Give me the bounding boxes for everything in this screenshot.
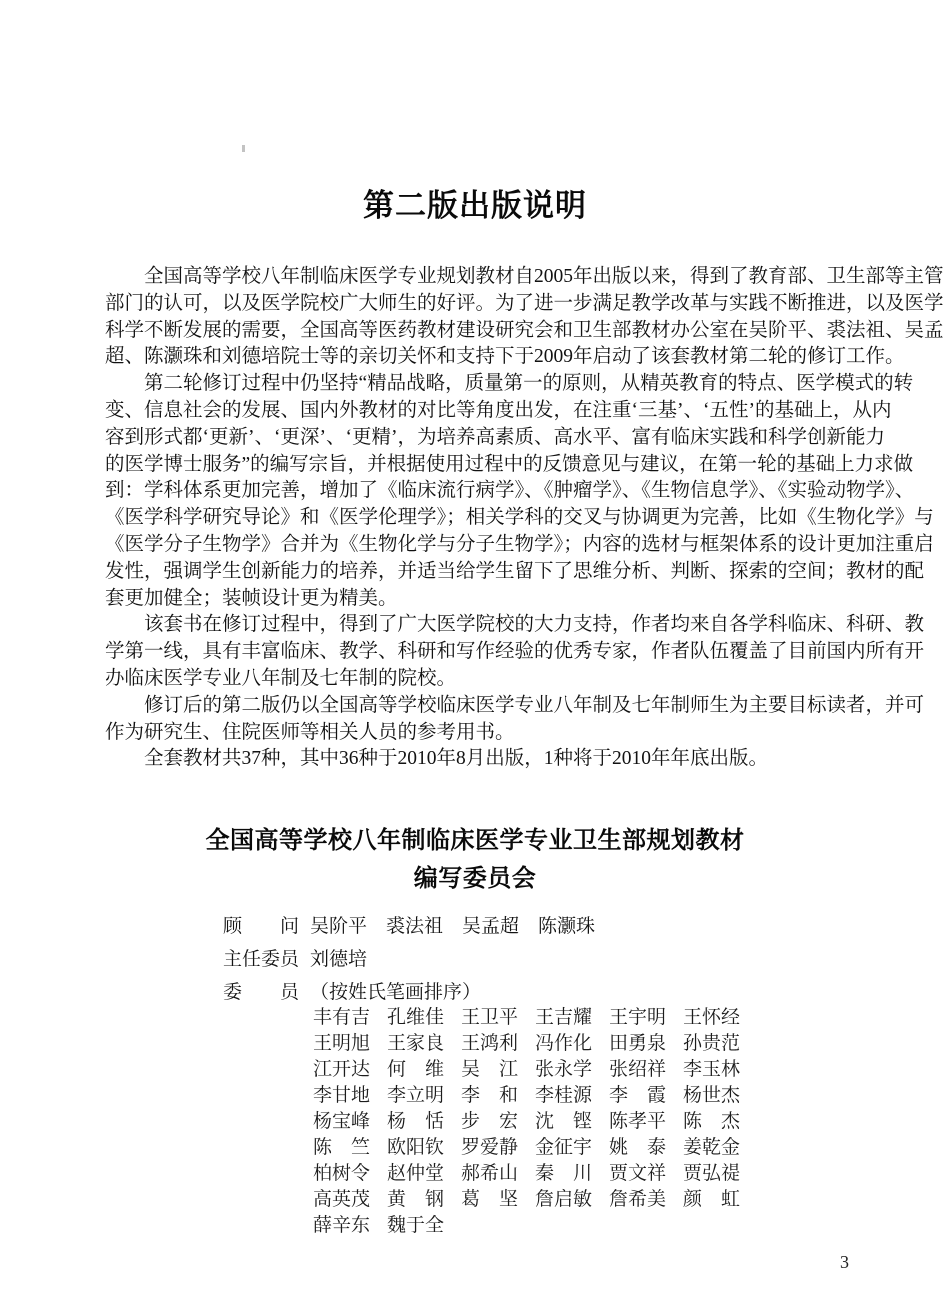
member-name: 王吉耀 — [535, 1007, 593, 1028]
member-name: 罗爱静 — [461, 1137, 519, 1158]
text-line: 部门的认可，以及医学院校广大师生的好评。为了进一步满足教学改革与实践不断推进，以及医学 — [105, 292, 944, 314]
scan-speck — [242, 145, 245, 152]
member-name: 李 霞 — [609, 1085, 667, 1106]
text-line: 全国高等学校八年制临床医学专业规划教材自2005年出版以来，得到了教育部、卫生部等主管 — [144, 266, 944, 287]
text-line: 《医学科学研究导论》和《医学伦理学》；相关学科的交叉与协调更为完善，比如《生物化学》与 — [105, 507, 934, 529]
role-label: 顾 问 — [223, 916, 300, 937]
member-name: 李桂源 — [535, 1085, 593, 1106]
member-name: 陈孝平 — [609, 1111, 667, 1132]
role-label: 主任委员 — [223, 949, 300, 970]
member-name: 贾弘禔 — [683, 1163, 741, 1184]
member-name: 王卫平 — [461, 1007, 519, 1028]
text-line: 的医学博士服务”的编写宗旨，并根据使用过程中的反馈意见与建议，在第一轮的基础上力求做 — [105, 453, 914, 475]
text-line: 《医学分子生物学》合并为《生物化学与分子生物学》；内容的选材与框架体系的设计更加注重启 — [105, 533, 934, 555]
member-name: 陈 竺 — [313, 1137, 371, 1158]
member-name: 孙贵范 — [683, 1033, 741, 1054]
paragraph — [105, 693, 925, 747]
text-line: 办临床医学专业八年制及七年制的院校。 — [105, 667, 457, 689]
member-name: 葛 坚 — [461, 1189, 519, 1210]
text-line: 发性，强调学生创新能力的培养，并适当给学生留下了思维分析、判断、探索的空间；教材的配 — [105, 560, 925, 582]
member-name: 李甘地 — [313, 1085, 371, 1106]
member-name: 孔维佳 — [387, 1007, 445, 1028]
role-names: 刘德培 — [310, 949, 368, 970]
member-name: 杨宝峰 — [313, 1111, 371, 1132]
committee-roles — [223, 908, 595, 1007]
member-name: 张绍祥 — [609, 1059, 667, 1080]
member-name: 魏于全 — [387, 1215, 445, 1236]
member-name: 黄 钢 — [387, 1189, 445, 1210]
text-line: 修订后的第二版仍以全国高等学校临床医学专业八年制及七年制师生为主要目标读者，并可 — [144, 694, 925, 716]
paragraph — [105, 371, 934, 612]
role-row-advisors — [223, 908, 595, 941]
member-name: 王家良 — [387, 1033, 445, 1054]
text-line: 套更加健全；装帧设计更为精美。 — [105, 587, 398, 609]
role-note: （按姓氏笔画排序） — [310, 982, 482, 1003]
member-name: 王宇明 — [609, 1007, 667, 1028]
committee-member-grid — [313, 1008, 740, 1235]
member-name: 杨世杰 — [683, 1085, 741, 1106]
paragraph — [105, 264, 944, 371]
member-name: 陈 杰 — [683, 1111, 741, 1132]
member-name: 颜 虹 — [683, 1189, 741, 1210]
member-name: 冯作化 — [535, 1033, 593, 1054]
text-line: 到：学科体系更加完善，增加了《临床流行病学》、《肿瘤学》、《生物信息学》、《实验动物学》、 — [105, 480, 915, 502]
paragraph — [105, 612, 925, 692]
member-name: 沈 铿 — [535, 1111, 593, 1132]
member-name: 赵仲堂 — [387, 1163, 445, 1184]
member-name: 王明旭 — [313, 1033, 371, 1054]
committee-heading-line1: 全国高等学校八年制临床医学专业卫生部规划教材 — [205, 828, 745, 854]
member-name: 李 和 — [461, 1085, 519, 1106]
member-name: 金征宇 — [535, 1137, 593, 1158]
member-name: 江开达 — [313, 1059, 371, 1080]
member-name: 李立明 — [387, 1085, 445, 1106]
role-label: 委 员 — [223, 982, 300, 1003]
member-name: 郝希山 — [461, 1163, 519, 1184]
member-name: 贾文祥 — [609, 1163, 667, 1184]
member-name: 李玉林 — [683, 1059, 741, 1080]
page-title: 第二版出版说明 — [363, 188, 587, 223]
member-name: 欧阳钦 — [387, 1137, 445, 1158]
member-name: 何 维 — [387, 1059, 445, 1080]
text-line: 学第一线，具有丰富临床、教学、科研和写作经验的优秀专家，作者队伍覆盖了目前国内所有开 — [105, 641, 925, 663]
member-name: 杨 恬 — [387, 1111, 445, 1132]
paragraph — [105, 746, 853, 773]
text-line: 该套书在修订过程中，得到了广大医学院校的大力支持，作者均来自各学科临床、科研、教 — [144, 614, 925, 636]
member-name: 姚 泰 — [609, 1137, 667, 1158]
member-name: 步 宏 — [461, 1111, 519, 1132]
member-name: 王怀经 — [683, 1007, 741, 1028]
text-line: 第二轮修订过程中仍坚持“精品战略，质量第一的原则，从精英教育的特点、医学模式的转 — [144, 373, 914, 395]
member-name: 王鸿利 — [461, 1033, 519, 1054]
text-line: 容到形式都‘更新’、‘更深’、‘更精’，为培养高素质、高水平、富有临床实践和科学创新能力 — [105, 426, 885, 448]
text-line: 变、信息社会的发展、国内外教材的对比等角度出发，在注重‘三基’、‘五性’的基础上，从内 — [105, 399, 892, 421]
member-name: 张永学 — [535, 1059, 593, 1080]
role-row-members — [223, 974, 595, 1007]
committee-heading — [0, 822, 950, 898]
text-line: 超、陈灏珠和刘德培院士等的亲切关怀和支持下于2009年启动了该套教材第二轮的修订工作。 — [105, 346, 905, 368]
member-name: 詹希美 — [609, 1189, 667, 1210]
text-line: 科学不断发展的需要，全国高等医药教材建设研究会和卫生部教材办公室在吴阶平、裘法祖、吴孟 — [105, 319, 944, 341]
page-number: 3 — [840, 1252, 849, 1272]
text-line: 全套教材共37种，其中36种于2010年8月出版，1种将于2010年年底出版。 — [144, 748, 769, 770]
member-name: 秦 川 — [535, 1163, 593, 1184]
committee-heading-line2: 编写委员会 — [413, 866, 537, 892]
member-name: 薛辛东 — [313, 1215, 371, 1236]
role-row-chair — [223, 941, 595, 974]
member-name: 詹启敏 — [535, 1189, 593, 1210]
member-name: 田勇泉 — [609, 1033, 667, 1054]
member-name: 吴 江 — [461, 1059, 519, 1080]
member-name: 丰有吉 — [313, 1007, 371, 1028]
role-names: 吴阶平 裘法祖 吴孟超 陈灏珠 — [310, 916, 596, 937]
body-text — [105, 264, 944, 773]
text-line: 作为研究生、住院医师等相关人员的参考用书。 — [105, 721, 515, 743]
member-name: 高英茂 — [313, 1189, 371, 1210]
member-name: 柏树令 — [313, 1163, 371, 1184]
member-name: 姜乾金 — [683, 1137, 741, 1158]
